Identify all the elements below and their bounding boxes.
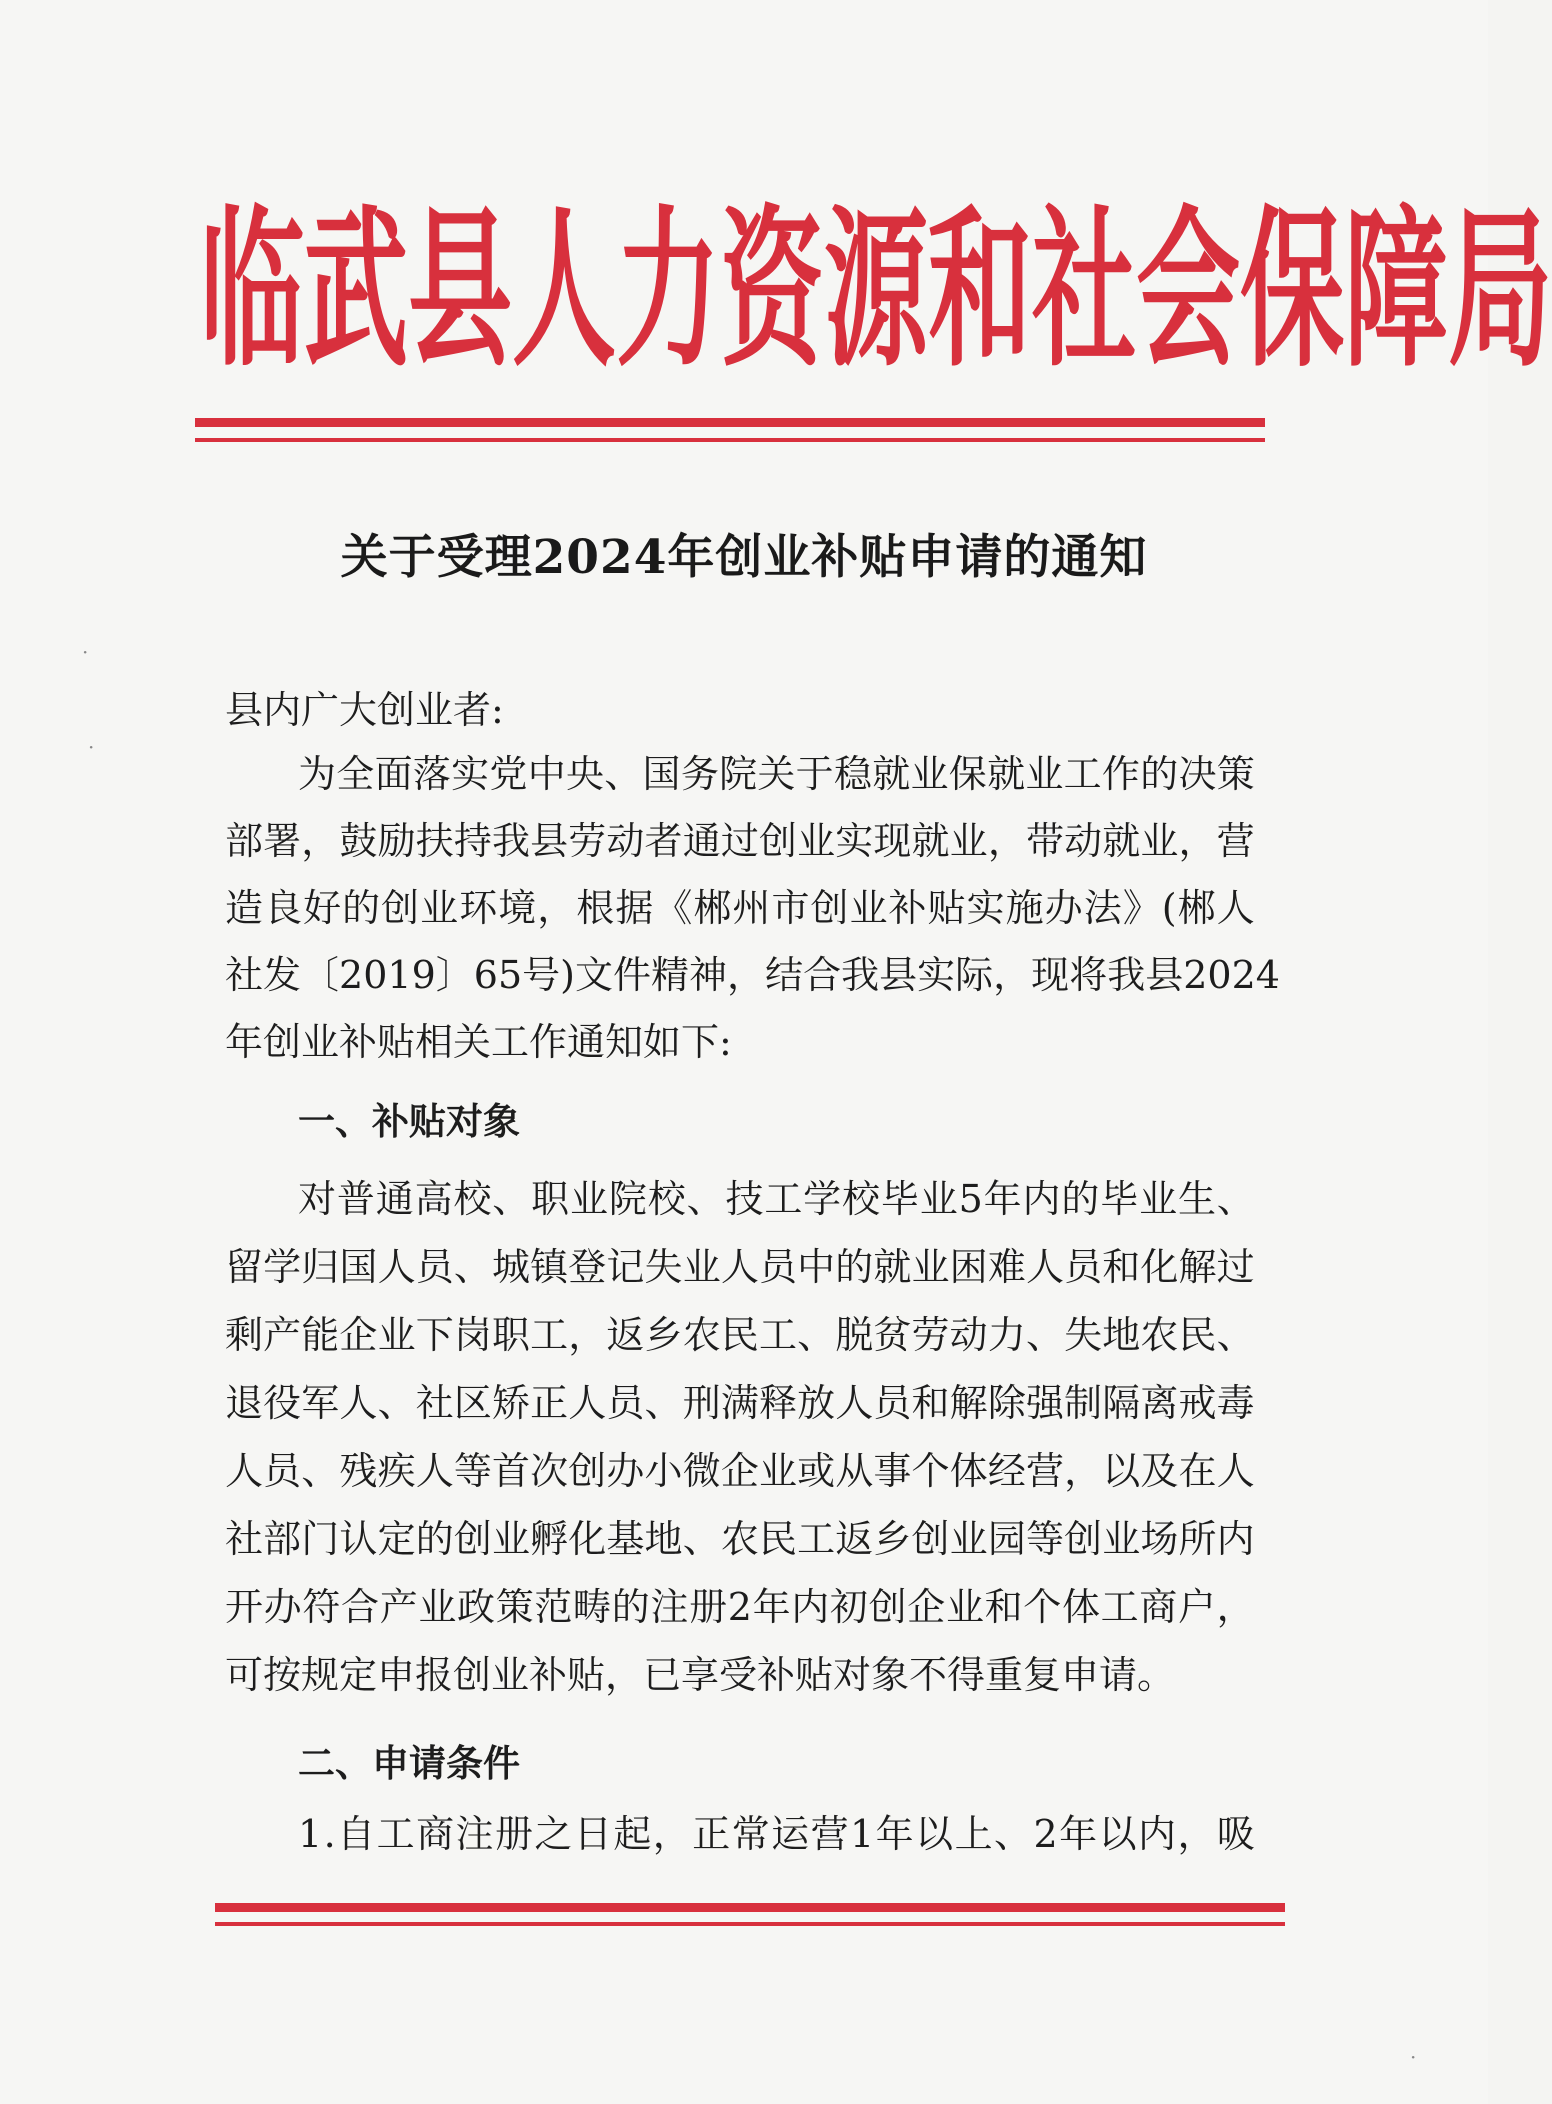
section1-line: 社 部 门 认 定 的 创 业 孵 化 基 地 、 农 民 工 返 乡 创 业 园 等 创 业 场 所 内	[225, 1517, 1255, 1561]
salutation: 县内广大创业者:	[225, 688, 504, 732]
section1-line: 开 办 符 合 产 业 政 策 范 畴 的 注 册 2 年 内 初 创 企 业 和 个 体 工 商 户 ，	[225, 1585, 1255, 1629]
scan-speck: ·	[1410, 2045, 1417, 2069]
footer-red-rule-thick	[215, 1903, 1285, 1912]
section1-line: 人 员 、 残 疾 人 等 首 次 创 办 小 微 企 业 或 从 事 个 体 经 营 ， 以 及 在 人	[225, 1449, 1255, 1493]
masthead-red-rule-thin	[195, 438, 1265, 442]
intro-line: 年创业补贴相关工作通知如下:	[225, 1020, 732, 1064]
scan-speck: ·	[88, 735, 95, 759]
section1-line: 剩 产 能 企 业 下 岗 职 工 ， 返 乡 农 民 工 、 脱 贫 劳 动 力 、 失 地 农 民 、	[225, 1313, 1255, 1357]
masthead-organization-name: 临 武 县 人 力 资 源 和 社 会 保 障 局	[200, 189, 1552, 391]
section1-line: 留 学 归 国 人 员 、 城 镇 登 记 失 业 人 员 中 的 就 业 困 难 人 员 和 化 解 过	[225, 1245, 1255, 1289]
section1-line: 可按规定申报创业补贴，已享受补贴对象不得重复申请。	[225, 1653, 1176, 1697]
section1-line: 退 役 军 人 、 社 区 矫 正 人 员 、 刑 满 释 放 人 员 和 解 除 强 制 隔 离 戒 毒	[225, 1381, 1255, 1425]
scan-speck: ·	[82, 640, 89, 664]
section-heading-subsidy-targets: 一、补贴对象	[298, 1100, 520, 1143]
masthead-red-rule-thick	[195, 418, 1265, 427]
section2-line: 1 . 自 工 商 注 册 之 日 起 ， 正 常 运 营 1 年 以 上 、 2 年 以 内 ， 吸	[298, 1812, 1255, 1856]
footer-red-rule-thin	[215, 1922, 1285, 1926]
document-title: 关于受理2024年创业补贴申请的通知	[340, 530, 1148, 585]
intro-line: 社 发 〔 2019 〕 65 号 ) 文 件 精 神 ， 结 合 我 县 实 际 ， 现 将 我 县 2024	[225, 953, 1280, 997]
intro-line: 部 署 ， 鼓 励 扶 持 我 县 劳 动 者 通 过 创 业 实 现 就 业 ， 带 动 就 业 ， 营	[225, 819, 1255, 863]
intro-line: 造 良 好 的 创 业 环 境 ， 根 据 《 郴 州 市 创 业 补 贴 实 施 办 法 》 ( 郴 人	[225, 886, 1255, 930]
section-heading-application-conditions: 二、申请条件	[298, 1742, 520, 1785]
intro-line: 为 全 面 落 实 党 中 央 、 国 务 院 关 于 稳 就 业 保 就 业 工 作 的 决 策	[298, 752, 1255, 796]
section1-line: 对 普 通 高 校 、 职 业 院 校 、 技 工 学 校 毕 业 5 年 内 的 毕 业 生 、	[298, 1177, 1255, 1221]
